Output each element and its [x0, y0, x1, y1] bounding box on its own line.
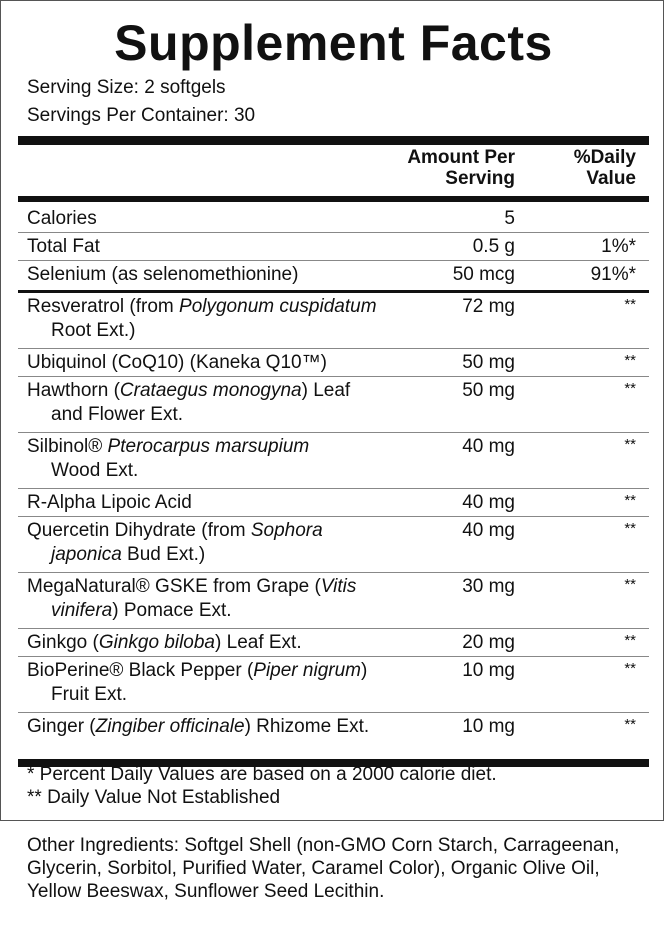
daily-value: ** [624, 492, 636, 509]
botanical-name: Polygonum cuspidatum [179, 296, 377, 317]
amount-per-serving: 50 mg [462, 352, 515, 373]
amount-per-serving: 5 [504, 208, 515, 229]
botanical-name: Pterocarpus marsupium [107, 436, 310, 457]
nutrient-name-suffix: ) [361, 660, 368, 681]
nutrient-name-cell [18, 713, 427, 739]
nutrient-name: Resveratrol (from [27, 296, 180, 317]
nutrient-name: MegaNatural® GSKE from Grape ( [27, 576, 321, 597]
table-row [18, 377, 649, 433]
servings-per-container: Servings Per Container: 30 [27, 105, 256, 126]
nutrient-name: Calories [27, 208, 97, 229]
table-row [18, 489, 649, 517]
amount-header-line1: Amount Per [407, 147, 515, 168]
amount-per-serving: 40 mg [462, 436, 515, 457]
daily-value: ** [624, 352, 636, 369]
daily-value: ** [624, 436, 636, 453]
amount-per-serving: 50 mg [462, 380, 515, 401]
nutrient-name-cell [18, 489, 427, 515]
daily-value-header [574, 147, 636, 189]
nutrient-name-suffix: ) Leaf Ext. [215, 632, 302, 653]
nutrient-name-line2-text: Wood Ext. [51, 460, 139, 481]
thick-divider [18, 196, 649, 202]
nutrient-name-line2 [27, 543, 427, 567]
nutrient-name: Selenium (as selenomethionine) [27, 264, 299, 285]
nutrient-name-cell [18, 573, 427, 623]
table-row [18, 349, 649, 377]
nutrient-name-cell [18, 293, 427, 343]
nutrient-name-cell [18, 433, 427, 483]
daily-value: ** [624, 296, 636, 313]
daily-value: 1%* [601, 236, 636, 257]
nutrient-name-cell [18, 205, 427, 231]
daily-value: ** [624, 520, 636, 537]
daily-value: ** [624, 380, 636, 397]
daily-value: ** [624, 716, 636, 733]
dv-header-line1: %Daily [573, 147, 636, 168]
daily-value: ** [624, 660, 636, 677]
nutrient-name: Quercetin Dihydrate (from [27, 520, 251, 541]
amount-per-serving: 50 mcg [452, 264, 515, 285]
nutrient-name-cell [18, 517, 427, 567]
nutrient-name: Ginger ( [27, 716, 96, 737]
nutrient-name: Ginkgo ( [27, 632, 99, 653]
amount-per-serving: 0.5 g [472, 236, 515, 257]
nutrient-name-cell [18, 349, 427, 375]
nutrient-name-suffix: ) Rhizome Ext. [244, 716, 370, 737]
nutrient-name-line2 [27, 459, 427, 483]
amount-per-serving: 10 mg [462, 716, 515, 737]
nutrient-name-line2 [27, 403, 427, 427]
botanical-name: Ginkgo biloba [98, 632, 216, 653]
amount-per-serving: 40 mg [462, 520, 515, 541]
botanical-name: Crataegus monogyna [119, 380, 302, 401]
botanical-name: Piper nigrum [253, 660, 361, 681]
nutrient-table [18, 205, 649, 759]
table-row [18, 293, 649, 349]
table-row [18, 629, 649, 657]
table-row [18, 233, 649, 261]
table-row [18, 573, 649, 629]
amount-header-line2: Serving [445, 168, 515, 189]
table-row [18, 657, 649, 713]
nutrient-name-line2 [27, 683, 427, 707]
footnote-not-established: ** Daily Value Not Established [27, 787, 281, 808]
table-row [18, 517, 649, 573]
daily-value: ** [624, 632, 636, 649]
nutrient-name-line2-text: Root Ext.) [51, 320, 136, 341]
nutrient-name-line2-text: ) Pomace Ext. [112, 600, 232, 621]
nutrient-name: R-Alpha Lipoic Acid [27, 492, 192, 513]
nutrient-name-cell [18, 657, 427, 707]
nutrient-name: Ubiquinol (CoQ10) (Kaneka Q10™) [27, 352, 327, 373]
nutrient-name-cell [18, 233, 427, 259]
nutrient-name-cell [18, 261, 427, 287]
nutrient-name-cell [18, 629, 427, 655]
nutrient-name: BioPerine® Black Pepper ( [27, 660, 254, 681]
botanical-name: vinifera [51, 600, 113, 621]
nutrient-name-cell [18, 377, 427, 427]
amount-per-serving: 30 mg [462, 576, 515, 597]
nutrient-name: Silbinol® [27, 436, 108, 457]
other-ingredients: Other Ingredients: Softgel Shell (non-GMO Corn Starch, Carrageenan, Glycerin, Sorbitol, Purified Water, Caramel Color), Organic Olive Oil, Yellow Beeswax, Sunflower Seed Lecithin. [27, 835, 620, 902]
nutrient-name: Hawthorn ( [27, 380, 120, 401]
amount-per-serving: 72 mg [462, 296, 515, 317]
dv-header-line2: Value [586, 168, 636, 189]
nutrient-name-line2-text: Bud Ext.) [121, 544, 206, 565]
nutrient-name-line2 [27, 319, 427, 343]
table-row [18, 433, 649, 489]
botanical-name: Vitis [320, 576, 357, 597]
footnote-daily-values: * Percent Daily Values are based on a 2000 calorie diet. [27, 764, 497, 785]
nutrient-name-suffix: ) Leaf [301, 380, 351, 401]
panel-title: Supplement Facts [114, 15, 553, 71]
table-row [18, 205, 649, 233]
botanical-name: japonica [51, 544, 122, 565]
table-row [18, 261, 649, 293]
amount-header [407, 147, 515, 189]
nutrient-name: Total Fat [27, 236, 100, 257]
daily-value: 91%* [590, 264, 636, 285]
nutrient-name-line2-text: and Flower Ext. [51, 404, 183, 425]
thick-divider [18, 136, 649, 145]
botanical-name: Zingiber officinale [95, 716, 245, 737]
amount-per-serving: 20 mg [462, 632, 515, 653]
serving-size: Serving Size: 2 softgels [27, 77, 226, 98]
nutrient-name-line2 [27, 599, 427, 623]
botanical-name: Sophora [250, 520, 323, 541]
table-row [18, 713, 649, 759]
nutrient-name-line2-text: Fruit Ext. [51, 684, 128, 705]
daily-value: ** [624, 576, 636, 593]
amount-per-serving: 10 mg [462, 660, 515, 681]
amount-per-serving: 40 mg [462, 492, 515, 513]
